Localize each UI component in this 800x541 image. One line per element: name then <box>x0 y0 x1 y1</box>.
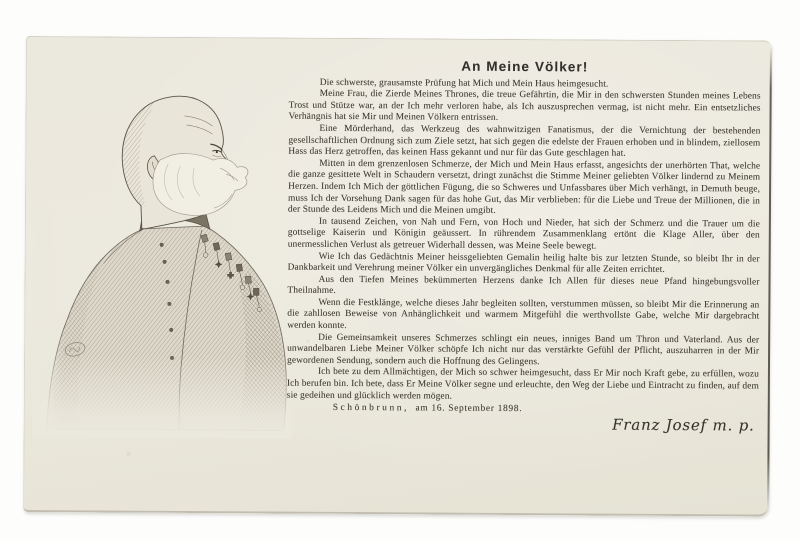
postcard <box>23 36 771 517</box>
whiskers-mustache <box>153 153 248 215</box>
card-edge-shadow <box>767 47 772 511</box>
portrait-fade-left <box>33 207 64 437</box>
signature: Franz Josef m. p. <box>612 415 755 435</box>
proclamation-title: An Meine Völker! <box>461 58 589 75</box>
dateline-date: am 16. September 1898. <box>415 403 523 415</box>
proclamation-paragraph: Ich bete zu dem Allmächtigen, der Mich so schwer heimgesucht, dass Er Mir noch Kraft gebe, zu erfüllen, wozu Ich berufen bin. Ich bete, dass Er Meine Völker segne und erleuchte, den Weg der Liebe und Eintracht zu finden, auf dem sie gedeihen und glücklich werden mögen. <box>286 367 759 402</box>
proclamation-paragraph: Wie Ich das Gedächtnis Meiner heissgeliebten Gemalin heilig halte bis zur letzten Stunde, so bleibt Ihr in der Dankbarkeit und Verehrung meiner Völker ein unvergängliches Denkmal für alle Zeiten errichtet. <box>287 251 760 276</box>
franz-josef-portrait-engraving <box>33 87 295 439</box>
eye <box>216 151 218 153</box>
proclamation-paragraph: Meine Frau, die Zierde Meines Thrones, die treue Gefährtin, die Mir in den schwersten Stunden meines Lebens Trost und Stütze war, an der Ich mehr verloren habe, als Ich auszusprechen vermag, ist nicht mehr. Ein entsetzliches Verhängnis hat sie Mir und Meinen Völkern entrissen. <box>288 88 761 124</box>
proclamation-paragraph: Die schwerste, grausamste Prüfung hat Mich und Mein Haus heimgesucht. <box>319 77 609 90</box>
portrait-fade-bottom <box>33 355 293 439</box>
proclamation-paragraph: Eine Mörderhand, das Werkzeug des wahnwitzigen Fanatismus, der die Vernichtung der bestehenden gesellschaftlichen Ordnung sich zum Ziele setzt, hat sich gegen die edelste der Frauen erhoben und in blindem, ziellosem Hass das Herz getroffen, das keinen Hass gekannt und nur für das Gute geschlagen hat. <box>288 123 761 159</box>
proclamation-paragraph: Mitten in dem grenzenlosen Schmerze, der Mich und Mein Haus erfasst, angesichts der unerhörten That, welche die ganze gesittete Welt in Schaudern versetzt, dringt zunächst die Stimme Meiner geliebten Völker lindernd zu Meinem Herzen. Indem Ich Mich der göttlichen Fügung, die so Schweres und Unfassbares über Mich verhängt, in Demuth beuge, muss Ich der Vorsehung Dank sagen für das hohe Gut, das Mir verblieben: für die Liebe und Treue der Millionen, die in der Stunde des Leidens Mich und die Meinen umgibt. <box>287 158 761 216</box>
dateline-place: Schönbrunn, <box>332 403 410 414</box>
proclamation-text-column <box>286 58 761 435</box>
proclamation-paragraph: In tausend Zeichen, von Nah und Fern, von Hoch und Nieder, hat sich der Schmerz und die Trauer um die gottselige Kaiserin und Königin geäussert. In rührendem Zusammenklang ertönt die Klage Aller, über den unermesslichen Verlust als getreuer Widerhall dessen, was Meine Seele bewegt. <box>287 216 760 252</box>
proclamation-paragraph: Wenn die Festklänge, welche dieses Jahr begleiten sollten, verstummen müssen, so bleibt Mir die Erinnerung an die zahllosen Beweise von Anhänglichkeit und warmem Mitgefühl die werthvollste Gabe, welche Mir dargebracht werden konnte. <box>287 297 760 332</box>
proclamation-paragraph: Die Gemeinsamkeit unseres Schmerzes schlingt ein neues, inniges Band um Thron und Vaterland. Aus der unwandelbaren Liebe Meiner Völker schöpfe Ich nicht nur das verstärkte Gefühl der Pflicht, auszuharren in der Mir gewordenen Sendung, sondern auch die Hoffnung des Gelingens. <box>286 332 760 367</box>
proclamation-paragraph: Aus den Tiefen Meines bekümmerten Herzens danke Ich Allen für dieses neue Pfand hingebungsvoller Theilnahme. <box>287 274 760 297</box>
